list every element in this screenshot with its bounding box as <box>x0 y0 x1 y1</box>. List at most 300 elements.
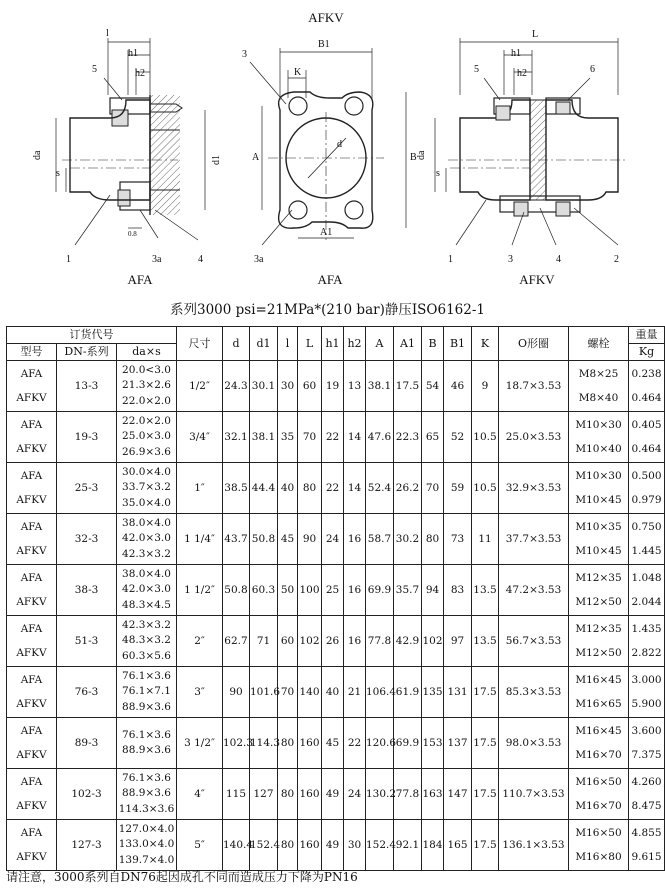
callout-b: B <box>410 152 417 163</box>
cell-line: 88.9×3.6 <box>122 744 171 756</box>
cell-weights <box>629 769 665 820</box>
cell-oring: 136.1×3.53 <box>499 820 569 871</box>
cell-line: 60.3×5.6 <box>122 649 171 662</box>
cell-line: 0.238 <box>631 368 662 380</box>
cell-a: 38.1 <box>366 361 394 412</box>
cell-size: 4″ <box>177 769 223 820</box>
cell-line: M12×35 <box>575 572 622 584</box>
cell-line: 0.979 <box>631 494 662 506</box>
cell-a: 120.6 <box>366 718 394 769</box>
header-l: l <box>278 327 298 361</box>
cell-a: 58.7 <box>366 514 394 565</box>
footer-note: 请注意，3000系列自DN76起因成孔不同而造成压力下降为PN16 <box>6 870 358 884</box>
cell-line: 22.0×2.0 <box>122 394 171 407</box>
cell-line: 5.900 <box>631 698 662 710</box>
spec-table <box>6 326 665 871</box>
callout-b1: B1 <box>318 39 330 50</box>
cell-d1: 38.1 <box>250 412 278 463</box>
callout-s: s <box>56 168 60 179</box>
cell-line: AFKV <box>16 494 47 506</box>
cell-h2: 21 <box>344 667 366 718</box>
cell-k: 9 <box>472 361 499 412</box>
cell-bolts <box>569 616 629 667</box>
cell-line: 133.0×4.0 <box>118 838 175 851</box>
cell-size: 3/4″ <box>177 412 223 463</box>
cell-bolts <box>569 514 629 565</box>
callout-3a-mid: 3a <box>254 254 264 265</box>
cell-l: 45 <box>278 514 298 565</box>
cell-line: 1.445 <box>631 545 662 557</box>
cell-d1: 44.4 <box>250 463 278 514</box>
cell-line: M10×45 <box>575 494 622 506</box>
cell-line: 1.048 <box>631 572 662 584</box>
callout-d: d <box>337 139 342 150</box>
afkv-side-view <box>435 38 628 245</box>
cell-l: 102 <box>298 616 322 667</box>
table-row <box>7 667 665 718</box>
cell-line: AFKV <box>16 851 47 863</box>
caption-afa-left: AFA <box>127 272 153 287</box>
cell-b1: 73 <box>444 514 472 565</box>
cell-types <box>7 769 57 820</box>
cell-oring: 18.7×3.53 <box>499 361 569 412</box>
cell-line: M12×50 <box>575 596 622 608</box>
cell-line: M10×30 <box>575 419 622 431</box>
cell-line: 0.464 <box>631 443 662 455</box>
table-row <box>7 565 665 616</box>
cell-d1: 152.4 <box>250 820 278 871</box>
cell-h2: 16 <box>344 565 366 616</box>
table-body <box>7 361 665 871</box>
cell-line: 9.615 <box>631 851 662 863</box>
callout-h2-right: h2 <box>517 68 527 79</box>
cell-l: 70 <box>278 667 298 718</box>
cell-line: M10×40 <box>575 443 622 455</box>
cell-line: 38.0×4.0 <box>122 516 171 529</box>
cell-bolts <box>569 718 629 769</box>
cell-h2: 16 <box>344 616 366 667</box>
cell-b1: 52 <box>444 412 472 463</box>
callout-a: A <box>252 152 260 163</box>
cell-line: 0.464 <box>631 392 662 404</box>
cell-line: 88.9×3.6 <box>122 787 171 800</box>
cell-d1: 127 <box>250 769 278 820</box>
cell-h2: 14 <box>344 412 366 463</box>
header-h1: h1 <box>322 327 344 361</box>
cell-line: M8×40 <box>578 392 619 404</box>
table-row <box>7 463 665 514</box>
cell-h2: 14 <box>344 463 366 514</box>
cell-line: 76.1×3.6 <box>122 669 171 682</box>
callout-1: 1 <box>66 254 71 265</box>
cell-h1: 49 <box>322 769 344 820</box>
cell-line: 3.600 <box>631 725 662 737</box>
cell-line: AFA <box>20 623 43 635</box>
cell-bolts <box>569 412 629 463</box>
cell-l: 100 <box>298 565 322 616</box>
cell-a: 47.6 <box>366 412 394 463</box>
header-B: B <box>422 327 444 361</box>
cell-d1: 30.1 <box>250 361 278 412</box>
cell-b: 65 <box>422 412 444 463</box>
cell-dn: 76-3 <box>57 667 117 718</box>
cell-a1: 42.9 <box>394 616 422 667</box>
callout-da-right: da <box>416 150 427 160</box>
cell-bolts <box>569 820 629 871</box>
cell-l: 60 <box>298 361 322 412</box>
cell-line: 42.3×3.2 <box>122 618 171 631</box>
caption-afkv-right: AFKV <box>519 272 555 287</box>
callout-l: l <box>106 28 109 39</box>
cell-weights <box>629 463 665 514</box>
cell-h2: 24 <box>344 769 366 820</box>
cell-types <box>7 718 57 769</box>
cell-l: 40 <box>278 463 298 514</box>
cell-line: 127.0×4.0 <box>118 822 175 835</box>
cell-weights <box>629 361 665 412</box>
cell-a: 152.4 <box>366 820 394 871</box>
cell-a1: 30.2 <box>394 514 422 565</box>
cell-dn: 25-3 <box>57 463 117 514</box>
cell-l: 160 <box>298 769 322 820</box>
cell-d: 24.3 <box>223 361 250 412</box>
cell-dn: 38-3 <box>57 565 117 616</box>
cell-line: AFA <box>20 827 43 839</box>
cell-line: M12×50 <box>575 647 622 659</box>
cell-line: AFKV <box>16 392 47 404</box>
cell-h1: 22 <box>322 412 344 463</box>
cell-bolts <box>569 667 629 718</box>
cell-da <box>117 463 177 514</box>
cell-d: 115 <box>223 769 250 820</box>
cell-a1: 35.7 <box>394 565 422 616</box>
cell-d: 38.5 <box>223 463 250 514</box>
cell-k: 10.5 <box>472 463 499 514</box>
cell-oring: 47.2×3.53 <box>499 565 569 616</box>
cell-dn: 102-3 <box>57 769 117 820</box>
cell-b: 135 <box>422 667 444 718</box>
cell-a1: 69.9 <box>394 718 422 769</box>
series-subtitle: 系列3000 psi=21MPa*(210 bar)静压ISO6162-1 <box>169 302 485 318</box>
cell-h1: 26 <box>322 616 344 667</box>
cell-b: 184 <box>422 820 444 871</box>
cell-line: 26.9×3.6 <box>122 445 171 458</box>
table-row <box>7 361 665 412</box>
callout-da: da <box>32 150 43 160</box>
cell-weights <box>629 514 665 565</box>
cell-b: 163 <box>422 769 444 820</box>
cell-da <box>117 667 177 718</box>
cell-size: 3 1/2″ <box>177 718 223 769</box>
cell-h1: 24 <box>322 514 344 565</box>
cell-line: AFA <box>20 674 43 686</box>
cell-weights <box>629 616 665 667</box>
header-oring: O形圈 <box>499 327 569 361</box>
cell-dn: 32-3 <box>57 514 117 565</box>
header-L: L <box>298 327 322 361</box>
cell-line: AFA <box>20 572 43 584</box>
cell-line: AFKV <box>16 698 47 710</box>
cell-oring: 110.7×3.53 <box>499 769 569 820</box>
cell-d: 62.7 <box>223 616 250 667</box>
callout-h2: h2 <box>135 68 145 79</box>
cell-line: 42.0×3.0 <box>122 532 171 545</box>
cell-line: AFA <box>20 419 43 431</box>
cell-d1: 71 <box>250 616 278 667</box>
table-row <box>7 412 665 463</box>
cell-b: 94 <box>422 565 444 616</box>
cell-k: 17.5 <box>472 769 499 820</box>
cell-line: 42.3×3.2 <box>122 547 171 560</box>
cell-b: 70 <box>422 463 444 514</box>
header-weight: 重量 <box>629 327 665 344</box>
cell-h2: 13 <box>344 361 366 412</box>
cell-a1: 26.2 <box>394 463 422 514</box>
cell-h1: 40 <box>322 667 344 718</box>
cell-b1: 165 <box>444 820 472 871</box>
cell-l: 140 <box>298 667 322 718</box>
cell-line: M16×65 <box>575 698 622 710</box>
cell-size: 2″ <box>177 616 223 667</box>
cell-line: 33.7×3.2 <box>122 481 171 494</box>
cell-b1: 46 <box>444 361 472 412</box>
cell-k: 13.5 <box>472 616 499 667</box>
cell-l: 30 <box>278 361 298 412</box>
cell-b: 102 <box>422 616 444 667</box>
cell-line: 38.0×4.0 <box>122 567 171 580</box>
cell-line: M16×80 <box>575 851 622 863</box>
cell-line: 35.0×4.0 <box>122 496 171 509</box>
header-K: K <box>472 327 499 361</box>
cell-types <box>7 412 57 463</box>
cell-k: 17.5 <box>472 667 499 718</box>
cell-line: M16×50 <box>575 827 622 839</box>
cell-da <box>117 412 177 463</box>
cell-weights <box>629 667 665 718</box>
cell-k: 13.5 <box>472 565 499 616</box>
cell-size: 5″ <box>177 820 223 871</box>
cell-line: M16×45 <box>575 725 622 737</box>
header-dn: DN-系列 <box>57 344 117 361</box>
cell-types <box>7 565 57 616</box>
cell-line: M16×50 <box>575 776 622 788</box>
cell-weights <box>629 565 665 616</box>
cell-oring: 32.9×3.53 <box>499 463 569 514</box>
cell-line: 76.1×3.6 <box>122 771 171 784</box>
header-B1: B1 <box>444 327 472 361</box>
cell-line: 25.0×3.0 <box>122 430 171 443</box>
cell-line: 2.044 <box>631 596 662 608</box>
cell-line: 8.475 <box>631 800 662 812</box>
header-h2: h2 <box>344 327 366 361</box>
cell-line: M12×35 <box>575 623 622 635</box>
callout-2: 2 <box>614 254 619 265</box>
cell-line: 76.1×3.6 <box>122 728 171 741</box>
cell-line: 30.0×4.0 <box>122 465 171 478</box>
cell-line: 4.260 <box>631 776 662 788</box>
cell-d1: 101.6 <box>250 667 278 718</box>
cell-b1: 131 <box>444 667 472 718</box>
cell-d1: 50.8 <box>250 514 278 565</box>
cell-line: M16×70 <box>575 749 622 761</box>
cell-da <box>117 361 177 412</box>
cell-line: M16×45 <box>575 674 622 686</box>
cell-line: 4.855 <box>631 827 662 839</box>
cell-size: 1/2″ <box>177 361 223 412</box>
cell-da <box>117 820 177 871</box>
caption-afa-middle: AFA <box>317 272 343 287</box>
cell-a: 52.4 <box>366 463 394 514</box>
header-d1: d1 <box>250 327 278 361</box>
cell-bolts <box>569 463 629 514</box>
cell-a: 130.2 <box>366 769 394 820</box>
cell-dn: 19-3 <box>57 412 117 463</box>
header-order-code: 订货代号 <box>7 327 177 344</box>
cell-h1: 19 <box>322 361 344 412</box>
cell-da <box>117 565 177 616</box>
cell-h2: 30 <box>344 820 366 871</box>
table-row <box>7 769 665 820</box>
cell-line: 88.9×3.6 <box>122 700 171 713</box>
callout-4: 4 <box>198 254 203 265</box>
cell-line: 20.0<3.0 <box>122 363 171 376</box>
cell-types <box>7 361 57 412</box>
header-A1: A1 <box>394 327 422 361</box>
cell-line: 76.1×7.1 <box>122 685 171 698</box>
cell-l: 80 <box>278 769 298 820</box>
cell-da <box>117 514 177 565</box>
cell-line: AFA <box>20 776 43 788</box>
header-type: 型号 <box>7 344 57 361</box>
cell-b1: 59 <box>444 463 472 514</box>
cell-line: M10×30 <box>575 470 622 482</box>
cell-weights <box>629 820 665 871</box>
cell-d: 50.8 <box>223 565 250 616</box>
cell-da <box>117 718 177 769</box>
cell-bolts <box>569 361 629 412</box>
cell-size: 1 1/4″ <box>177 514 223 565</box>
cell-h1: 49 <box>322 820 344 871</box>
cell-b: 80 <box>422 514 444 565</box>
cell-line: AFKV <box>16 443 47 455</box>
cell-h2: 22 <box>344 718 366 769</box>
cell-oring: 25.0×3.53 <box>499 412 569 463</box>
cell-a1: 92.1 <box>394 820 422 871</box>
cell-line: 139.7×4.0 <box>118 853 175 866</box>
svg-text:0.8: 0.8 <box>128 230 137 238</box>
cell-a: 69.9 <box>366 565 394 616</box>
cell-b: 54 <box>422 361 444 412</box>
cell-b1: 147 <box>444 769 472 820</box>
cell-oring: 85.3×3.53 <box>499 667 569 718</box>
cell-a1: 22.3 <box>394 412 422 463</box>
cell-line: 2.822 <box>631 647 662 659</box>
table-row <box>7 514 665 565</box>
cell-l: 80 <box>298 463 322 514</box>
cell-l: 80 <box>278 820 298 871</box>
cell-oring: 56.7×3.53 <box>499 616 569 667</box>
cell-types <box>7 463 57 514</box>
cell-line: 0.750 <box>631 521 662 533</box>
cell-line: 42.0×3.0 <box>122 583 171 596</box>
cell-l: 60 <box>278 616 298 667</box>
cell-line: 3.000 <box>631 674 662 686</box>
callout-3-right: 3 <box>508 254 513 265</box>
header-size: 尺寸 <box>177 327 223 361</box>
callout-s-right: s <box>436 168 440 179</box>
cell-dn: 13-3 <box>57 361 117 412</box>
cell-line: M10×35 <box>575 521 622 533</box>
cell-d: 90 <box>223 667 250 718</box>
cell-line: AFKV <box>16 545 47 557</box>
cell-a1: 77.8 <box>394 769 422 820</box>
technical-drawings <box>0 0 655 290</box>
cell-types <box>7 514 57 565</box>
cell-b1: 97 <box>444 616 472 667</box>
cell-d: 140.4 <box>223 820 250 871</box>
header-bolt: 螺栓 <box>569 327 629 361</box>
cell-size: 1 1/2″ <box>177 565 223 616</box>
cell-oring: 98.0×3.53 <box>499 718 569 769</box>
cell-d1: 60.3 <box>250 565 278 616</box>
callout-1-right: 1 <box>448 254 453 265</box>
cell-l: 160 <box>298 718 322 769</box>
cell-dn: 51-3 <box>57 616 117 667</box>
header-weight-unit: Kg <box>629 344 665 361</box>
cell-da <box>117 769 177 820</box>
callout-d1: d1 <box>211 155 222 165</box>
header-d: d <box>223 327 250 361</box>
callout-4-right: 4 <box>556 254 561 265</box>
cell-line: 114.3×3.6 <box>118 802 175 815</box>
table-row <box>7 820 665 871</box>
cell-b1: 137 <box>444 718 472 769</box>
cell-line: AFKV <box>16 647 47 659</box>
cell-weights <box>629 718 665 769</box>
cell-a: 77.8 <box>366 616 394 667</box>
afa-side-view <box>56 38 205 245</box>
cell-size: 1″ <box>177 463 223 514</box>
cell-line: AFA <box>20 725 43 737</box>
table-row <box>7 718 665 769</box>
cell-l: 50 <box>278 565 298 616</box>
cell-k: 10.5 <box>472 412 499 463</box>
callout-L: L <box>532 29 539 40</box>
cell-line: M16×70 <box>575 800 622 812</box>
cell-l: 90 <box>298 514 322 565</box>
callout-5: 5 <box>92 64 97 75</box>
cell-weights <box>629 412 665 463</box>
cell-d: 43.7 <box>223 514 250 565</box>
cell-line: 48.3×3.2 <box>122 634 171 647</box>
cell-d: 102.3 <box>223 718 250 769</box>
cell-types <box>7 820 57 871</box>
cell-h1: 22 <box>322 463 344 514</box>
cell-h1: 45 <box>322 718 344 769</box>
cell-line: AFKV <box>16 749 47 761</box>
cell-line: AFA <box>20 470 43 482</box>
cell-line: 21.3×2.6 <box>122 379 171 392</box>
cell-line: 7.375 <box>631 749 662 761</box>
cell-l: 160 <box>298 820 322 871</box>
cell-a: 106.4 <box>366 667 394 718</box>
cell-a1: 61.9 <box>394 667 422 718</box>
afa-front-view <box>250 48 406 245</box>
cell-line: AFKV <box>16 596 47 608</box>
drawing-top-label: AFKV <box>308 10 344 25</box>
header-da: da×s <box>117 344 177 361</box>
cell-bolts <box>569 565 629 616</box>
